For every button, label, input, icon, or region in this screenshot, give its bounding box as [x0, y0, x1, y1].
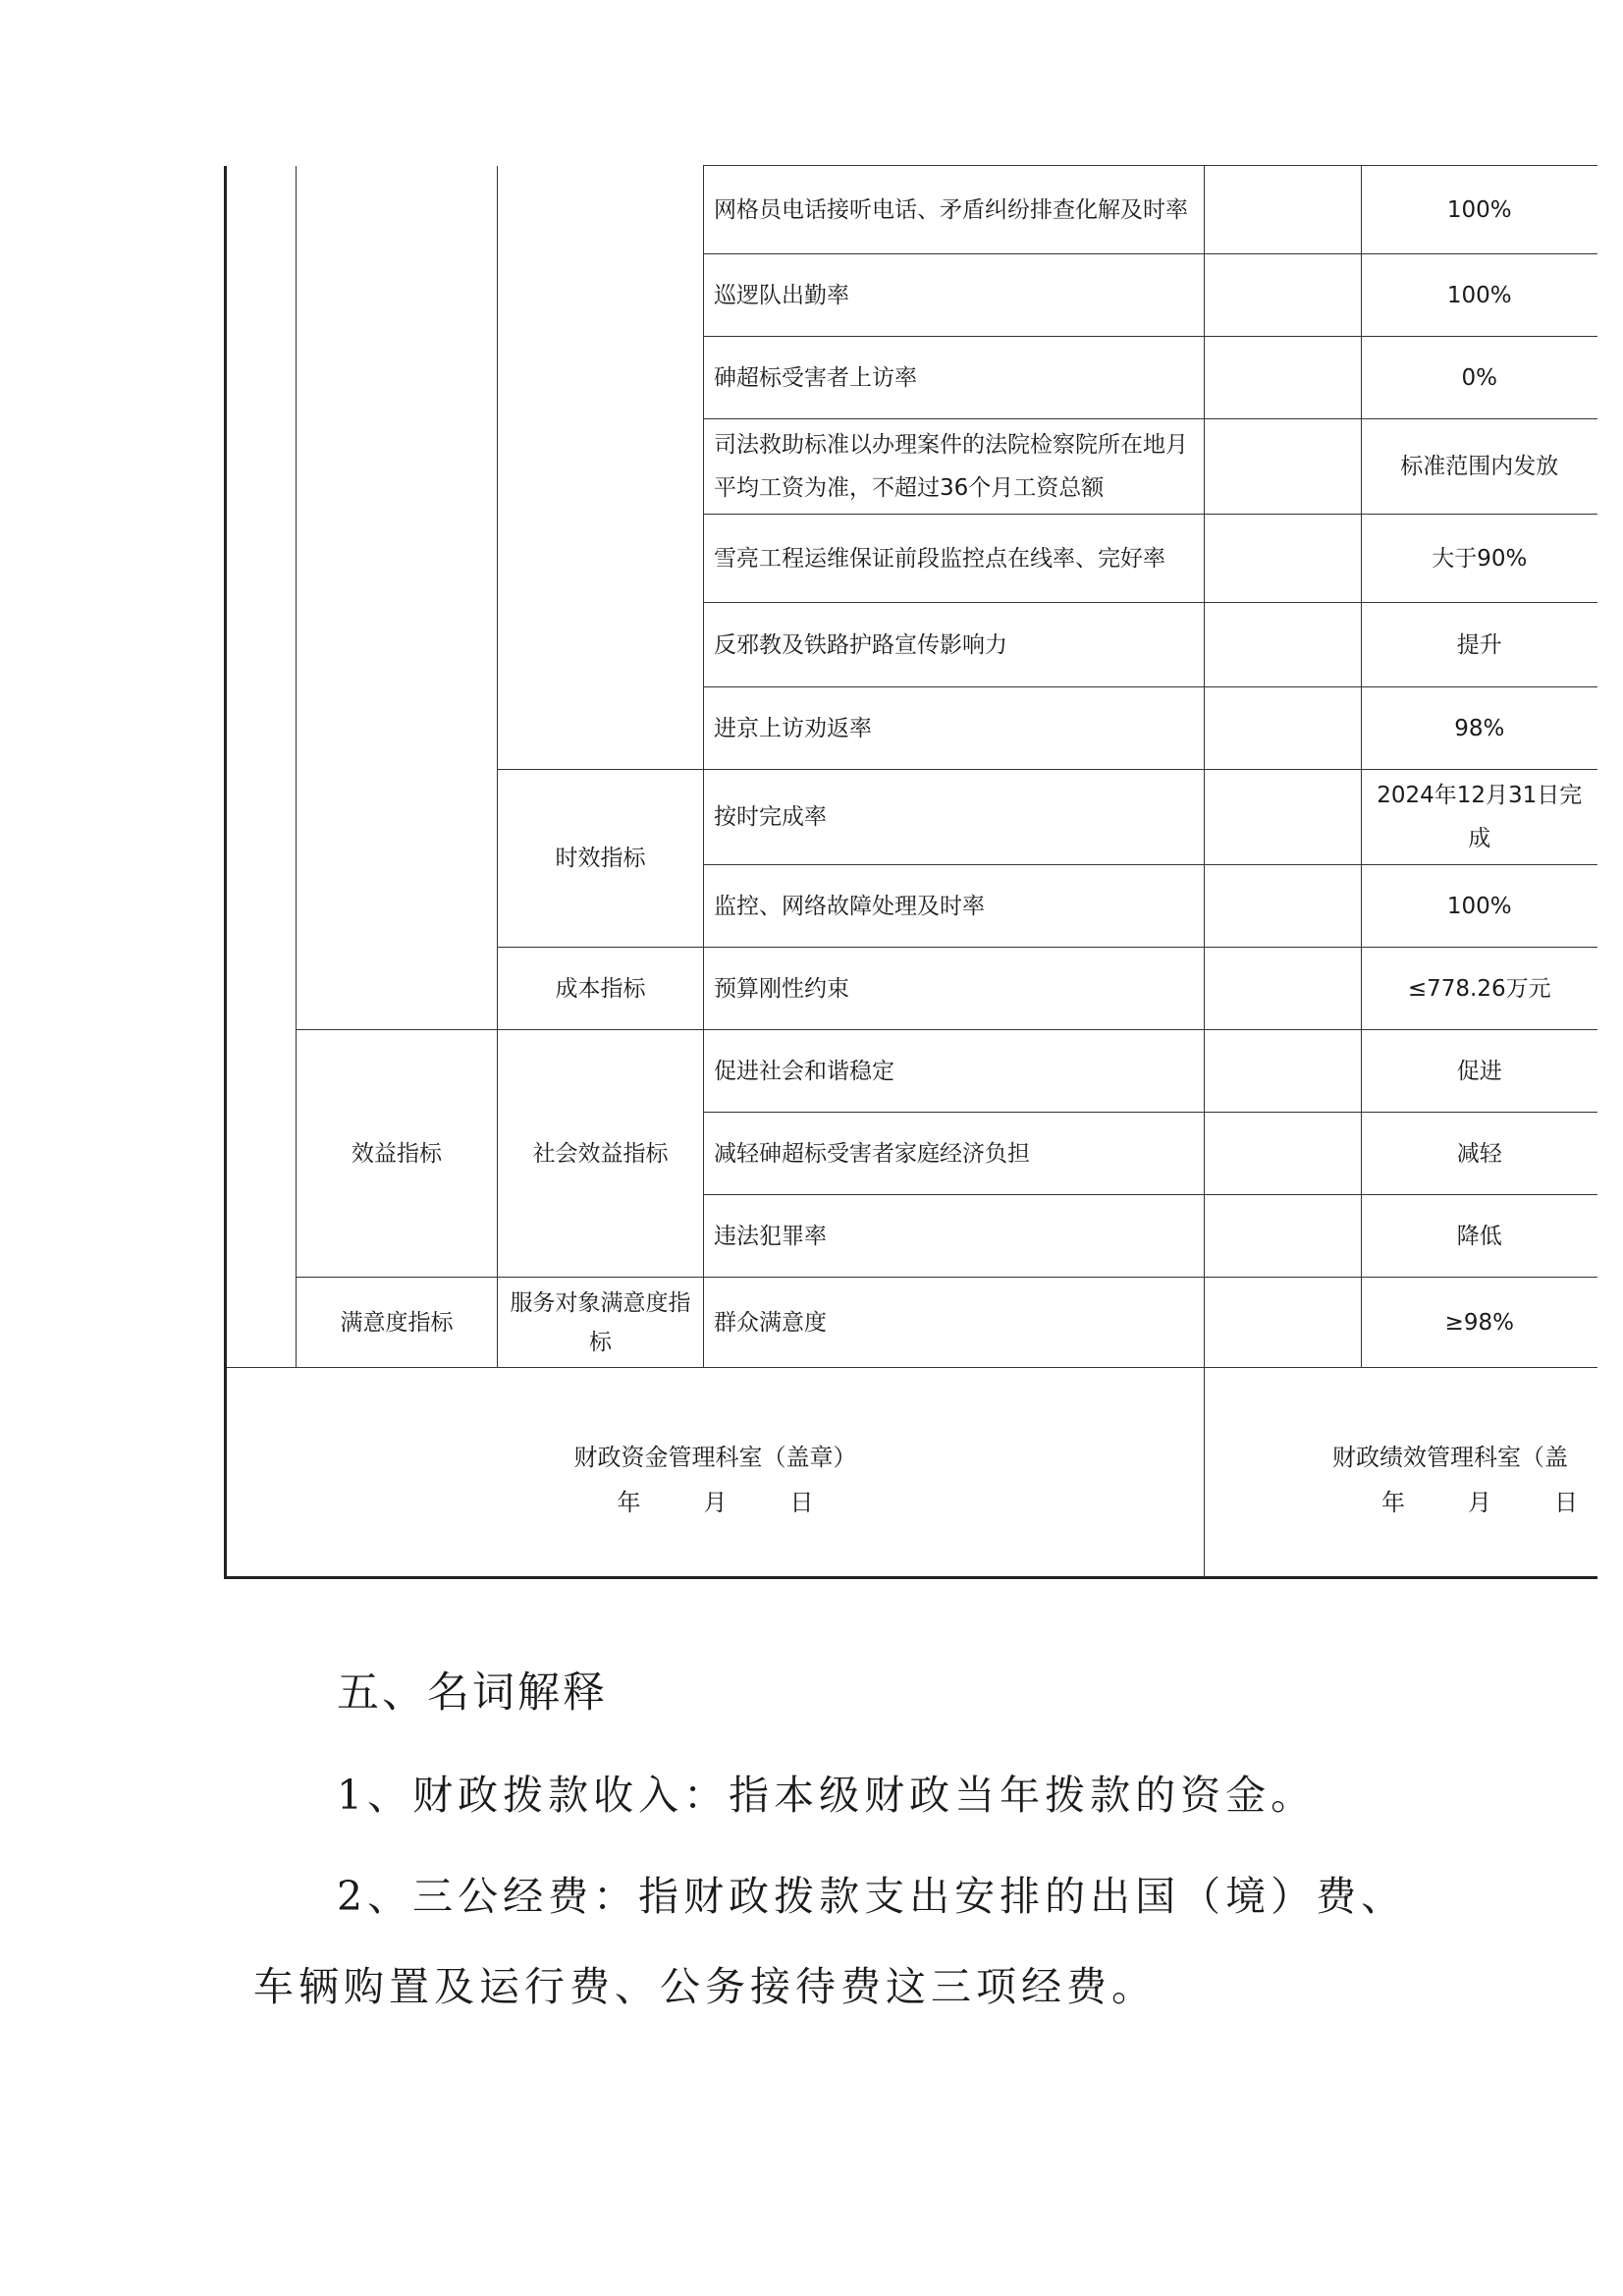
value-cell: 100%: [1362, 166, 1597, 254]
table-row: [226, 1030, 1597, 1113]
date-day: 日: [1554, 1489, 1578, 1516]
performance-indicator-table: [224, 165, 1597, 1579]
indicator-cell: 砷超标受害者上访率: [704, 337, 1205, 419]
table-row: [226, 166, 1597, 254]
section-heading: 五、名词解释: [337, 1668, 608, 1718]
date-year: 年: [617, 1489, 641, 1516]
signature-org: 财政绩效管理科室（盖: [1332, 1444, 1568, 1471]
indicator-cell: 减轻砷超标受害者家庭经济负担: [704, 1113, 1205, 1195]
signature-row: [226, 1368, 1597, 1578]
empty-cell: [1205, 337, 1362, 419]
l2-social-cell: 社会效益指标: [498, 1030, 704, 1278]
indicator-cell: 司法救助标准以办理案件的法院检察院所在地月平均工资为准，不超过36个月工资总额: [704, 419, 1205, 515]
empty-cell: [1205, 865, 1362, 948]
definition-item-1: 1、财政拨款收入：指本级财政当年拨款的资金。: [337, 1772, 1317, 1819]
value-cell: 0%: [1362, 337, 1597, 419]
l2-continued-cell: [498, 166, 704, 770]
empty-cell: [1205, 1195, 1362, 1278]
date-day: 日: [789, 1489, 814, 1516]
indicator-cell: 进京上访劝返率: [704, 687, 1205, 770]
empty-cell: [1205, 166, 1362, 254]
value-cell: 100%: [1362, 254, 1597, 337]
date-month: 月: [703, 1489, 728, 1516]
value-cell: 降低: [1362, 1195, 1597, 1278]
l2-timeliness-cell: 时效指标: [498, 770, 704, 948]
indicator-cell: 预算刚性约束: [704, 948, 1205, 1030]
empty-cell: [1205, 419, 1362, 515]
l2-cost-cell: 成本指标: [498, 948, 704, 1030]
empty-cell: [1205, 948, 1362, 1030]
indicator-cell: 雪亮工程运维保证前段监控点在线率、完好率: [704, 515, 1205, 603]
indicator-cell: 按时完成率: [704, 770, 1205, 865]
signature-org: 财政资金管理科室（盖章）: [573, 1444, 857, 1471]
l1-benefit-cell: 效益指标: [297, 1030, 498, 1278]
value-cell: 减轻: [1362, 1113, 1597, 1195]
value-cell: 98%: [1362, 687, 1597, 770]
empty-cell: [1205, 515, 1362, 603]
value-cell: ≤778.26万元: [1362, 948, 1597, 1030]
l1-continued-cell: [297, 166, 498, 1030]
definition-item-2-line-2: 车辆购置及运行费、公务接待费这三项经费。: [253, 1963, 1157, 2010]
date-month: 月: [1468, 1489, 1491, 1516]
date-year: 年: [1381, 1489, 1405, 1516]
indicator-cell: 群众满意度: [704, 1278, 1205, 1368]
value-cell: 促进: [1362, 1030, 1597, 1113]
value-cell: ≥98%: [1362, 1278, 1597, 1368]
signature-cell-fund-management: [226, 1368, 1205, 1578]
empty-cell: [1205, 1113, 1362, 1195]
value-cell: 2024年12月31日完成: [1362, 770, 1597, 865]
value-cell: 100%: [1362, 865, 1597, 948]
value-cell: 提升: [1362, 603, 1597, 687]
empty-cell: [1205, 603, 1362, 687]
value-cell: 标准范围内发放: [1362, 419, 1597, 515]
indicator-cell: 监控、网络故障处理及时率: [704, 865, 1205, 948]
empty-cell: [1205, 687, 1362, 770]
signature-date: [1332, 1480, 1588, 1525]
empty-cell: [1205, 770, 1362, 865]
l1-satisfaction-cell: 满意度指标: [297, 1278, 498, 1368]
value-cell: 大于90%: [1362, 515, 1597, 603]
l2-service-cell: 服务对象满意度指标: [498, 1278, 704, 1368]
signature-date: [237, 1480, 1194, 1525]
signature-cell-performance-management: [1205, 1368, 1597, 1578]
indicator-cell: 反邪教及铁路护路宣传影响力: [704, 603, 1205, 687]
l1-continued-cell: [226, 166, 297, 1368]
empty-cell: [1205, 1278, 1362, 1368]
empty-cell: [1205, 1030, 1362, 1113]
indicator-cell: 网格员电话接听电话、矛盾纠纷排查化解及时率: [704, 166, 1205, 254]
table-row: [226, 1278, 1597, 1368]
indicator-cell: 巡逻队出勤率: [704, 254, 1205, 337]
empty-cell: [1205, 254, 1362, 337]
indicator-cell: 违法犯罪率: [704, 1195, 1205, 1278]
indicator-cell: 促进社会和谐稳定: [704, 1030, 1205, 1113]
definition-item-2-line-1: 2、三公经费：指财政拨款支出安排的出国（境）费、: [337, 1873, 1407, 1920]
